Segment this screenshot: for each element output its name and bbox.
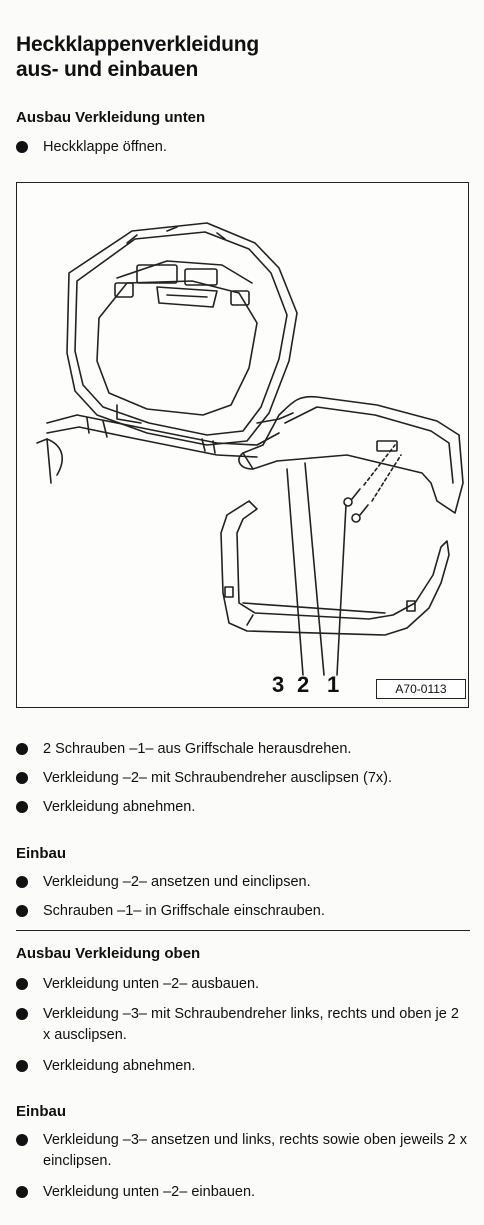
step-text: 2 Schrauben –1– aus Griffschale herausdrehen. <box>43 741 352 757</box>
bullet-icon <box>16 1134 28 1146</box>
illustration-frame <box>16 182 469 708</box>
step-heckklappe-oeffnen <box>16 137 470 158</box>
bullet-icon <box>16 876 28 888</box>
section-heading-einbau-1: Einbau <box>16 845 67 862</box>
callout-2: 2 <box>297 672 310 697</box>
section-heading-ausbau-unten: Ausbau Verkleidung unten <box>16 109 206 126</box>
step-text: Verkleidung abnehmen. <box>43 799 196 815</box>
page-title-line-1: Heckklappenverkleidung <box>16 33 260 56</box>
step-text: Schrauben –1– in Griffschale einschrauben. <box>43 903 325 919</box>
bullet-icon <box>16 1060 28 1072</box>
step-unten-einbauen <box>16 1182 470 1203</box>
step-verkleidung-ausclipsen <box>16 768 470 789</box>
bullet-icon <box>16 905 28 917</box>
step-text: Verkleidung –3– mit Schraubendreher links, rechts und oben je 2 x ausclipsen. <box>43 1006 459 1043</box>
step-schrauben-herausdrehen <box>16 739 470 760</box>
section-heading-einbau-2: Einbau <box>16 1103 67 1120</box>
callout-3: 3 <box>272 672 285 697</box>
step-verkleidung-einclipsen <box>16 872 470 893</box>
step-oben-abnehmen <box>16 1056 470 1077</box>
step-verkleidung-abnehmen <box>16 797 470 818</box>
bullet-icon <box>16 978 28 990</box>
section-heading-ausbau-oben: Ausbau Verkleidung oben <box>16 945 201 962</box>
step-text: Verkleidung –3– ansetzen und links, rechts sowie oben jeweils 2 x einclipsen. <box>43 1132 467 1169</box>
figure-reference: A70-0113 <box>376 679 466 699</box>
step-oben-einclipsen <box>16 1130 470 1172</box>
step-oben-ausclipsen <box>16 1004 470 1046</box>
step-unten-ausbauen <box>16 974 470 995</box>
page-title <box>16 32 259 82</box>
step-text: Verkleidung –2– ansetzen und einclipsen. <box>43 874 311 890</box>
step-text: Verkleidung –2– mit Schraubendreher ausclipsen (7x). <box>43 770 393 786</box>
step-text: Verkleidung unten –2– einbauen. <box>43 1184 256 1200</box>
bullet-icon <box>16 1008 28 1020</box>
bullet-icon <box>16 141 28 153</box>
step-text: Heckklappe öffnen. <box>43 139 167 155</box>
step-schrauben-einschrauben <box>16 901 470 922</box>
callout-1: 1 <box>327 672 340 697</box>
section-divider <box>16 930 470 931</box>
tailgate-illustration <box>17 183 470 709</box>
page-title-line-2: aus- und einbauen <box>16 58 199 81</box>
step-text: Verkleidung unten –2– ausbauen. <box>43 976 260 992</box>
bullet-icon <box>16 772 28 784</box>
bullet-icon <box>16 743 28 755</box>
step-text: Verkleidung abnehmen. <box>43 1058 196 1074</box>
bullet-icon <box>16 1186 28 1198</box>
bullet-icon <box>16 801 28 813</box>
